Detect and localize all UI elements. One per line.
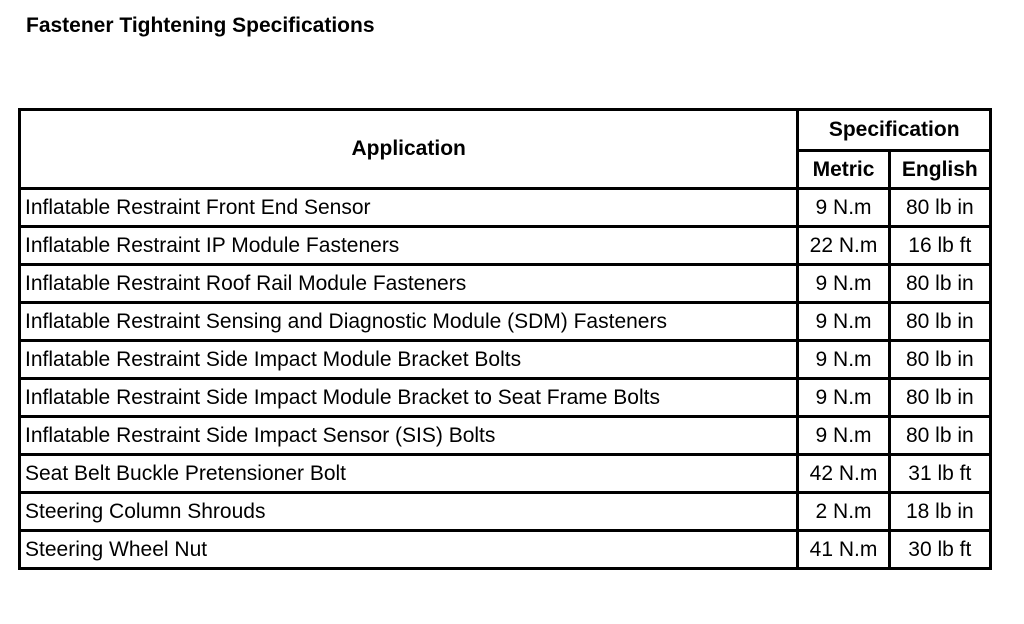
header-specification: Specification	[798, 110, 991, 151]
metric-cell: 9 N.m	[798, 303, 889, 341]
english-cell: 80 lb in	[889, 189, 990, 227]
application-cell: Steering Wheel Nut	[20, 531, 798, 569]
application-cell: Steering Column Shrouds	[20, 493, 798, 531]
header-application: Application	[20, 110, 798, 189]
application-cell: Seat Belt Buckle Pretensioner Bolt	[20, 455, 798, 493]
english-cell: 31 lb ft	[889, 455, 990, 493]
header-metric: Metric	[798, 151, 889, 189]
table-row	[20, 379, 991, 417]
metric-cell: 42 N.m	[798, 455, 889, 493]
table-row	[20, 531, 991, 569]
application-cell: Inflatable Restraint Side Impact Sensor (SIS) Bolts	[20, 417, 798, 455]
english-cell: 16 lb ft	[889, 227, 990, 265]
table-row	[20, 455, 991, 493]
table-row	[20, 303, 991, 341]
table-row	[20, 227, 991, 265]
header-english: English	[889, 151, 990, 189]
metric-cell: 22 N.m	[798, 227, 889, 265]
application-cell: Inflatable Restraint Roof Rail Module Fasteners	[20, 265, 798, 303]
metric-cell: 9 N.m	[798, 417, 889, 455]
english-cell: 80 lb in	[889, 303, 990, 341]
english-cell: 80 lb in	[889, 379, 990, 417]
table-row	[20, 493, 991, 531]
metric-cell: 9 N.m	[798, 379, 889, 417]
fastener-spec-table	[18, 108, 992, 570]
metric-cell: 9 N.m	[798, 341, 889, 379]
metric-cell: 9 N.m	[798, 265, 889, 303]
english-cell: 80 lb in	[889, 265, 990, 303]
metric-cell: 41 N.m	[798, 531, 889, 569]
table-row	[20, 341, 991, 379]
english-cell: 30 lb ft	[889, 531, 990, 569]
application-cell: Inflatable Restraint Side Impact Module Bracket to Seat Frame Bolts	[20, 379, 798, 417]
application-cell: Inflatable Restraint IP Module Fasteners	[20, 227, 798, 265]
english-cell: 80 lb in	[889, 341, 990, 379]
table-row	[20, 189, 991, 227]
application-cell: Inflatable Restraint Sensing and Diagnostic Module (SDM) Fasteners	[20, 303, 798, 341]
metric-cell: 9 N.m	[798, 189, 889, 227]
application-cell: Inflatable Restraint Side Impact Module Bracket Bolts	[20, 341, 798, 379]
application-cell: Inflatable Restraint Front End Sensor	[20, 189, 798, 227]
english-cell: 18 lb in	[889, 493, 990, 531]
english-cell: 80 lb in	[889, 417, 990, 455]
document-title: Fastener Tightening Specifications	[26, 14, 375, 37]
table-row	[20, 265, 991, 303]
metric-cell: 2 N.m	[798, 493, 889, 531]
table-row	[20, 417, 991, 455]
